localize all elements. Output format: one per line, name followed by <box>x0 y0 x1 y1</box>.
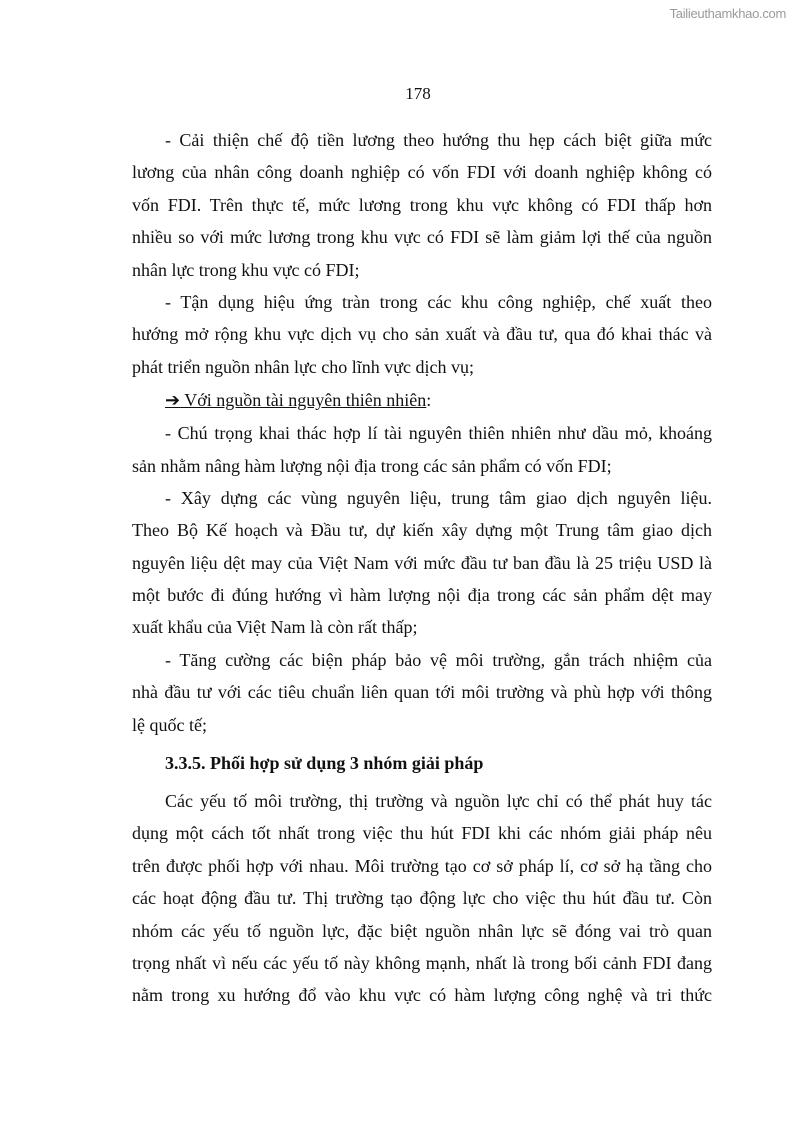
text-line: xuất khẩu của Việt Nam là còn rất thấp; <box>132 617 418 638</box>
text-line: hướng mở rộng khu vực dịch vụ cho sản xuất và đầu tư, qua đó khai thác và <box>132 324 712 345</box>
section-natural-resources-bullets <box>132 417 712 741</box>
text-line: dụng một cách tốt nhất trong việc thu hút FDI khi các nhóm giải pháp nêu <box>132 823 712 844</box>
section-human-resources-bullets <box>132 124 712 383</box>
text-line: nguyên liệu dệt may của Việt Nam với mức đầu tư ban đầu là 25 triệu USD là <box>132 552 712 573</box>
text-line: lệ quốc tế; <box>132 714 207 735</box>
text-line: lương của nhân công doanh nghiệp có vốn FDI với doanh nghiệp không có <box>132 162 712 183</box>
text-line: vốn FDI. Trên thực tế, mức lương trong khu vực không có FDI thấp hơn <box>132 194 712 215</box>
subheading-natural-resources <box>132 383 712 417</box>
paragraph <box>132 124 712 286</box>
watermark: Tailieuthamkhao.com <box>669 6 786 21</box>
paragraph <box>132 482 712 644</box>
paragraph <box>132 417 712 482</box>
page-number: 178 <box>405 84 431 103</box>
section-combined-solutions <box>132 785 712 1012</box>
text-line: phát triển nguồn nhân lực cho lĩnh vực dịch vụ; <box>132 356 474 377</box>
text-line: - Tăng cường các biện pháp bảo vệ môi trường, gắn trách nhiệm của <box>165 649 712 670</box>
text-line: - Xây dựng các vùng nguyên liệu, trung tâm giao dịch nguyên liệu. <box>165 487 712 508</box>
text-line: nhân lực trong khu vực có FDI; <box>132 259 360 280</box>
text-line: - Tận dụng hiệu ứng tràn trong các khu công nghiệp, chế xuất theo <box>165 291 712 312</box>
document-body <box>132 124 712 1012</box>
text-line: Các yếu tố môi trường, thị trường và nguồn lực chỉ có thể phát huy tác <box>165 791 712 812</box>
subheading-colon: : <box>426 390 432 411</box>
subheading-text: Với nguồn tài nguyên thiên nhiên <box>180 390 427 411</box>
text-line: nhà đầu tư với các tiêu chuẩn liên quan tới môi trường và phù hợp với thông <box>132 682 712 703</box>
paragraph <box>132 785 712 1012</box>
paragraph <box>132 644 712 741</box>
text-line: Theo Bộ Kế hoạch và Đầu tư, dự kiến xây dựng một Trung tâm giao dịch <box>132 520 712 541</box>
text-line: nhóm các yếu tố nguồn lực, đặc biệt nguồn nhân lực sẽ đóng vai trò quan <box>132 920 712 941</box>
text-line: trọng nhất vì nếu các yếu tố này không mạnh, nhất là trong bối cảnh FDI đang <box>132 952 712 973</box>
text-line: sản nhằm nâng hàm lượng nội địa trong các sản phẩm có vốn FDI; <box>132 455 612 476</box>
section-heading: 3.3.5. Phối hợp sử dụng 3 nhóm giải pháp <box>165 753 484 774</box>
text-line: - Chú trọng khai thác hợp lí tài nguyên thiên nhiên như dầu mỏ, khoáng <box>165 423 712 444</box>
text-line: trên được phối hợp với nhau. Môi trường tạo cơ sở pháp lí, cơ sở hạ tầng cho <box>132 855 712 876</box>
paragraph <box>132 286 712 383</box>
text-line: - Cải thiện chế độ tiền lương theo hướng thu hẹp cách biệt giữa mức <box>165 130 712 150</box>
text-line: nhiều so với mức lương trong khu vực có FDI sẽ làm giảm lợi thế của nguồn <box>132 227 712 248</box>
text-line: nằm trong xu hướng đổ vào khu vực có hàm lượng công nghệ và tri thức <box>132 985 712 1006</box>
arrow-icon: ➔ <box>165 390 181 411</box>
text-line: một bước đi đúng hướng vì hàm lượng nội địa trong các sản phẩm dệt may <box>132 585 712 606</box>
text-line: các hoạt động đầu tư. Thị trường tạo động lực cho việc thu hút đầu tư. Còn <box>132 888 712 909</box>
